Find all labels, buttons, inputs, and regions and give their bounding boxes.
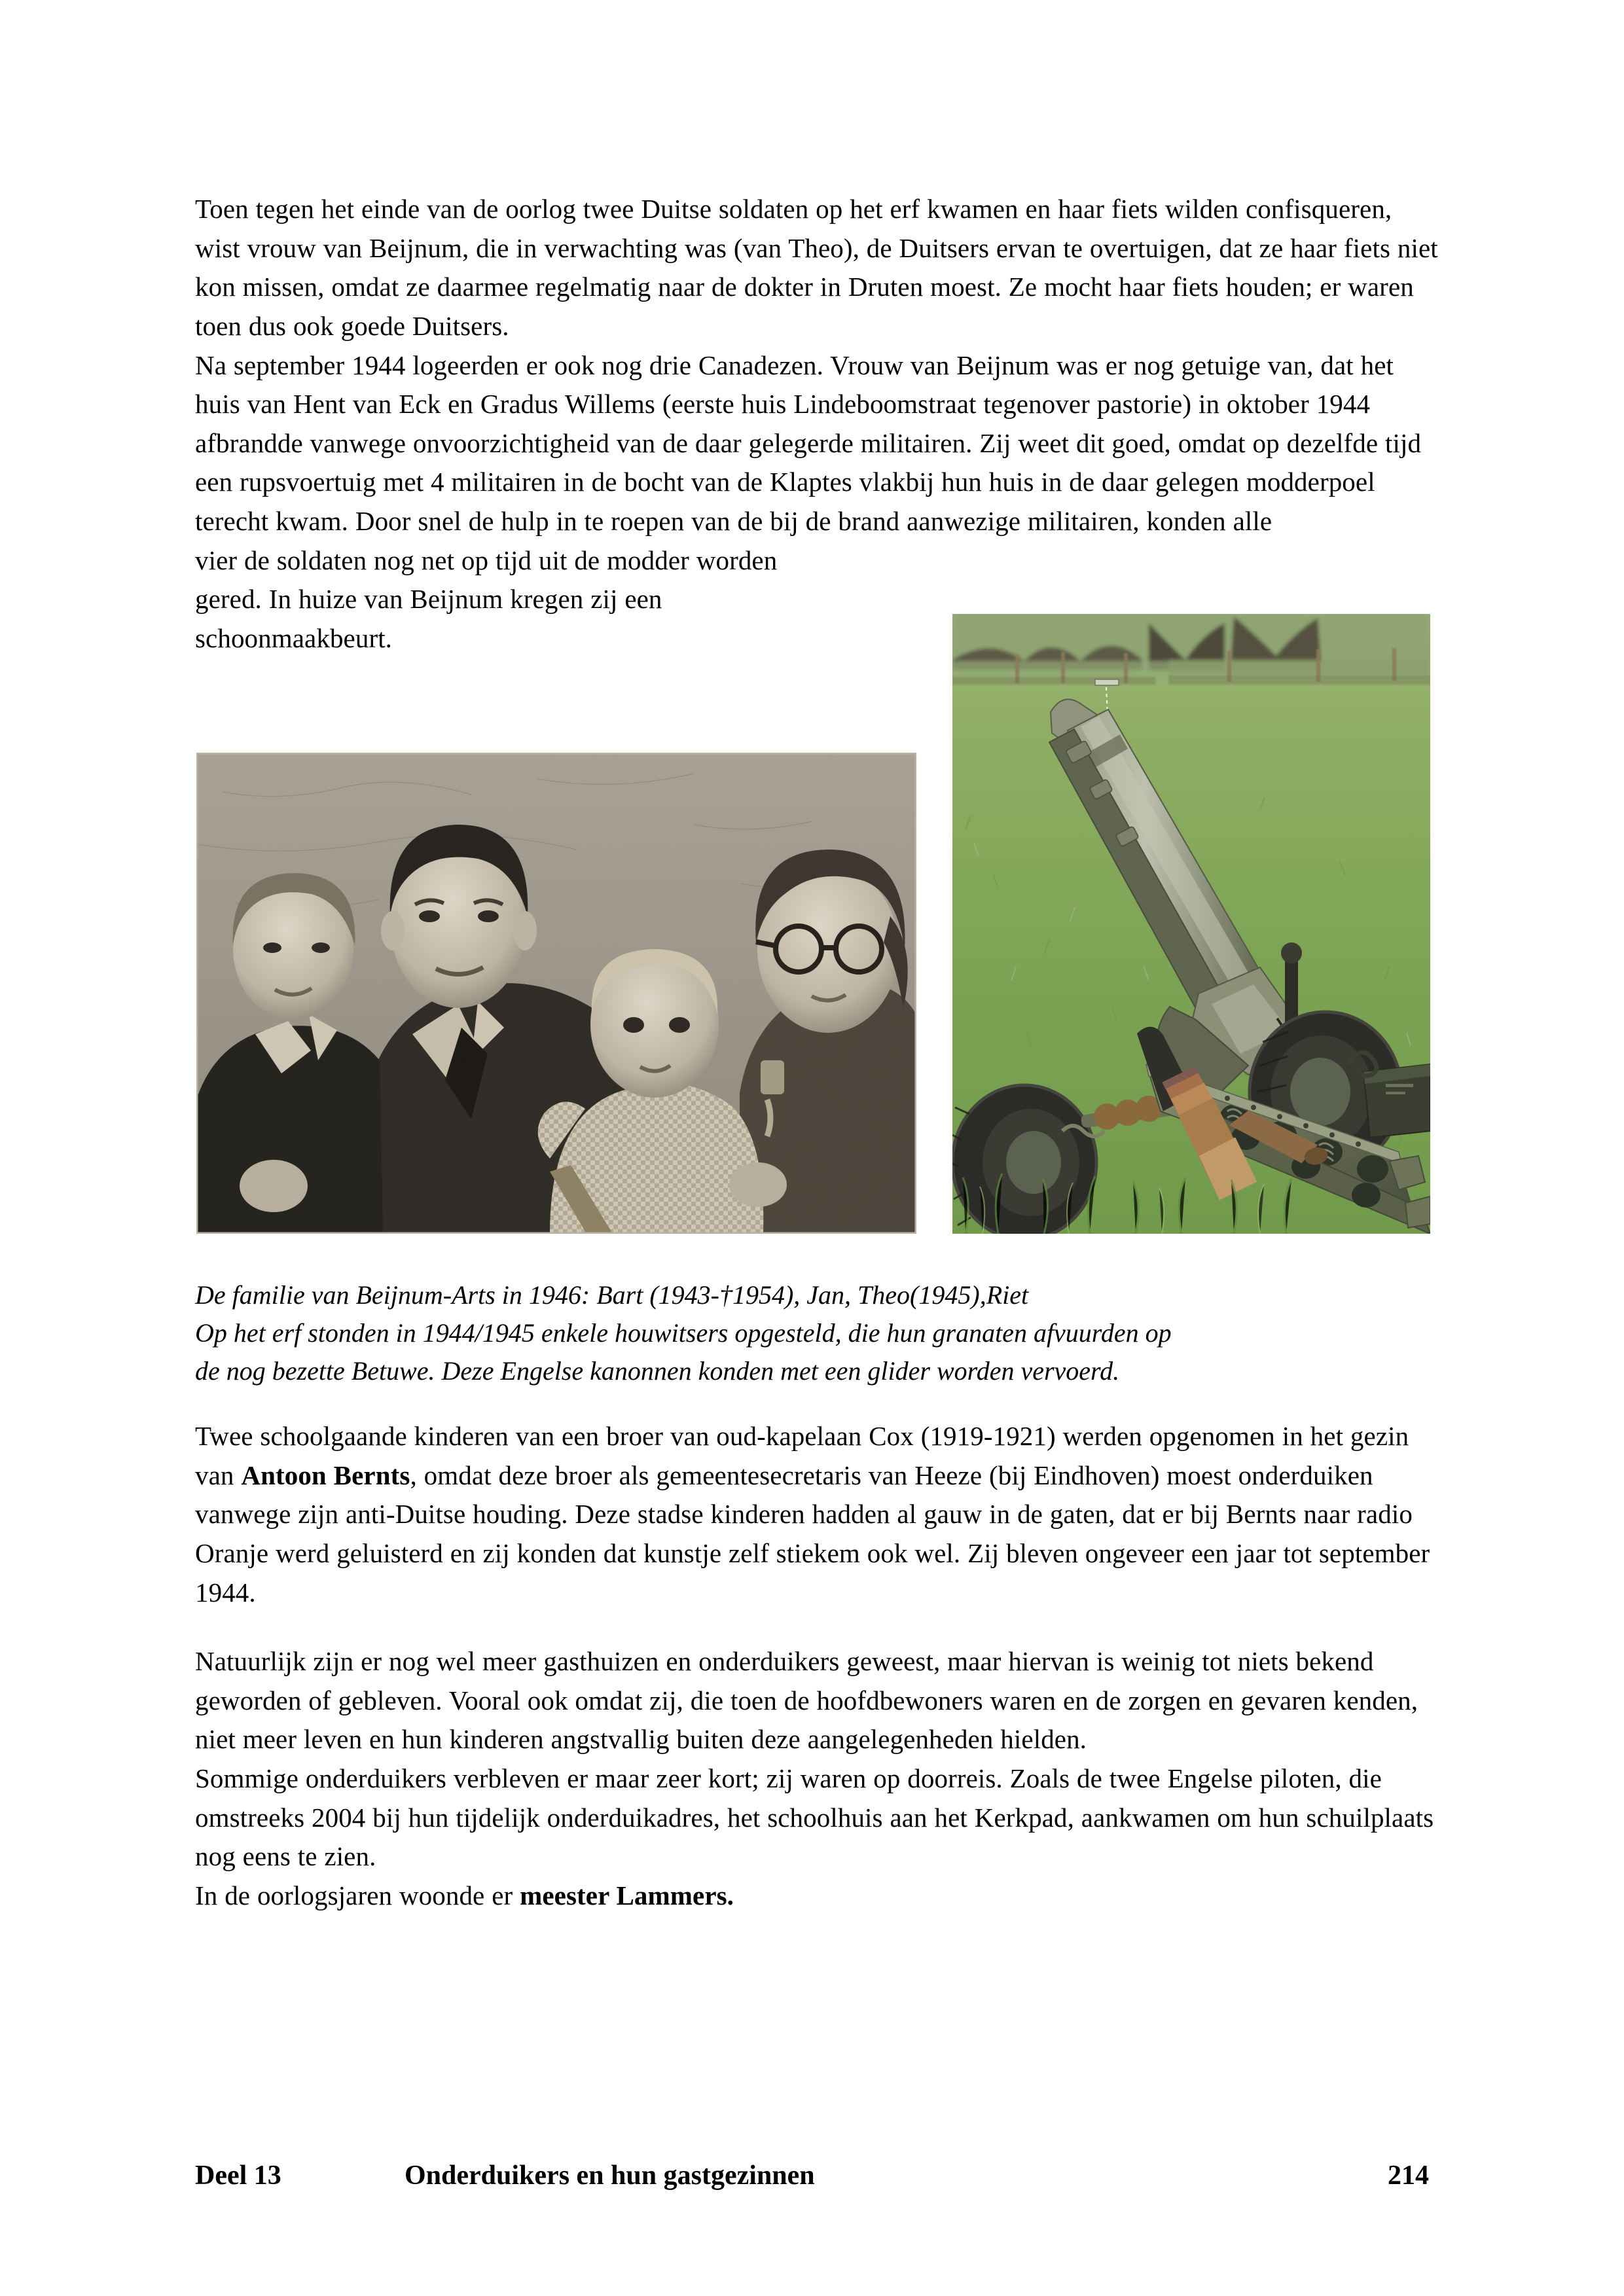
paragraph-2-wrap: vier de soldaten nog net op tijd uit de modder worden gered. In huize van Beijnum kregen zij een schoonmaakbeurt.: [195, 545, 778, 654]
paragraph-2: Na september 1944 logeerden er ook nog drie Canadezen. Vrouw van Beijnum was er nog getuige van, dat het huis van Hent van Eck en Gradus Willems (eerste huis Lindeboomstraat tegenover pastorie) in oktober 1944 afbrandde vanwege onvoorzichtigheid van de daar gelegerde militairen. Zij weet dit goed, omdat op dezelfde tijd een rupsvoertuig met 4 militairen in de bocht van de Klaptes vlakbij hun huis in de daar gelegen modderpoel terecht kwam. Door snel de hulp in te roepen van de bij de brand aanwezige militairen, konden alle: [195, 350, 1422, 537]
family-photo: [196, 753, 916, 1234]
page-footer: [195, 2160, 1429, 2191]
paragraph-3-part-b: , omdat deze broer als gemeentesecretaris van Heeze (bij Eindhoven) moest onderduiken vanwege zijn anti-Duitse houding. Deze stadse kinderen hadden al gauw in de gaten, dat er bij Bernts naar radio Oranje werd geluisterd en zij konden dat kunstje zelf stiekem ook wel. Zij bleven ongeveer een jaar tot september 1944.: [195, 1460, 1430, 1607]
name-meester-lammers: meester Lammers.: [520, 1880, 734, 1911]
paragraph-5: Sommige onderduikers verbleven er maar zeer kort; zij waren op doorreis. Zoals de twee Engelse piloten, die omstreeks 2004 bij hun tijdelijk onderduikadres, het schoolhuis aan het Kerkpad, aankwamen om hun schuilplaats nog eens te zien.: [195, 1763, 1434, 1872]
howitzer-photo: [952, 614, 1430, 1234]
footer-part: Deel 13: [195, 2161, 281, 2191]
paragraph-6: [195, 1876, 1439, 1916]
caption-line-3: de nog bezette Betuwe. Deze Engelse kanonnen konden met een glider worden vervoerd.: [195, 1356, 1120, 1386]
paragraph-3: [195, 1417, 1439, 1612]
paragraph-spacer: [195, 1612, 1439, 1642]
paragraph-6-part-a: In de oorlogsjaren woonde er: [195, 1880, 520, 1911]
figure-caption: [195, 1276, 1439, 1390]
paragraph-4: Natuurlijk zijn er nog wel meer gasthuizen en onderduikers geweest, maar hiervan is weinig tot niets bekend geworden of gebleven. Vooral ook omdat zij, die toen de hoofdbewoners waren en de zorgen en gevaren kenden, niet meer leven en hun kinderen angstvallig buiten deze aangelegenheden hielden.: [195, 1646, 1418, 1755]
name-antoon-bernts: Antoon Bernts: [241, 1460, 410, 1490]
paragraph-3-part-a: Twee schoolgaande kinderen van een broer van oud-kapelaan Cox (1919-1921) werden opgenomen in het gezin van: [195, 1421, 1409, 1490]
lower-text-column: [195, 1417, 1439, 1916]
caption-line-1: De familie van Beijnum-Arts in 1946: Bart (1943-†1954), Jan, Theo(1945),Riet: [195, 1280, 1029, 1310]
caption-line-2: Op het erf stonden in 1944/1945 enkele houwitsers opgesteld, die hun granaten afvuurden op: [195, 1318, 1172, 1348]
footer-title: Onderduikers en hun gastgezinnen: [405, 2161, 815, 2191]
paragraph-1: Toen tegen het einde van de oorlog twee Duitse soldaten op het erf kwamen en haar fiets wilden confisqueren, wist vrouw van Beijnum, die in verwachting was (van Theo), de Duitsers ervan te overtuigen, dat ze haar fiets niet kon missen, omdat ze daarmee regelmatig naar de dokter in Druten moest. Ze mocht haar fiets houden; er waren toen dus ook goede Duitsers.: [195, 194, 1438, 341]
footer-page-number: 214: [1388, 2161, 1429, 2191]
main-text-column: [195, 190, 1439, 658]
